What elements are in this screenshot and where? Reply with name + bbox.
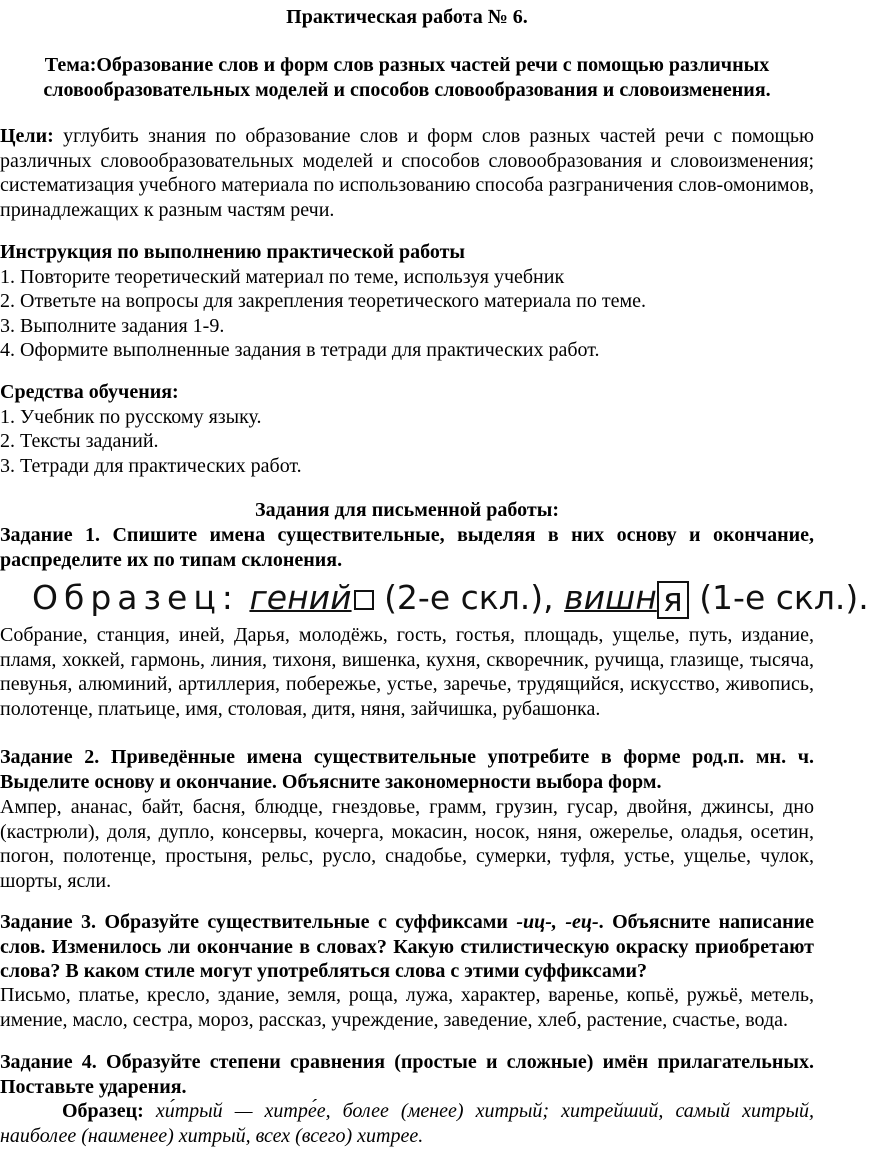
task1-words: Собрание, станция, иней, Дарья, молодёжь, гость, гостья, площадь, ущелье, путь, издание, пламя, хоккей, гармонь, линия, тихоня, вишенка, кухня, скворечник, ручища, глазище, тысяча, певунья, алюминий, артиллерия, побережье, устье, заречье, трудящийся, искусство, живопись, полотенце, платьице, имя, столовая, дитя, няня, зайчишка, рубашонка.: [0, 624, 814, 720]
task3-heading: [0, 910, 814, 984]
task4-heading: [0, 1050, 814, 1099]
sample-word-stem: вишн: [564, 578, 657, 617]
task4-line-2: Поставьте ударения.: [0, 1075, 187, 1098]
sample-note: (2-е скл.),: [384, 578, 554, 617]
instructions-heading: Инструкция по выполнению практической работы: [0, 241, 466, 263]
goals-label: Цели:: [0, 125, 54, 147]
task2-line-2: Выделите основу и окончание. Объясните закономерности выбора форм.: [0, 770, 662, 793]
task3-rest: . Объясните написание слов. Изменилось ли окончание в словах? Какую стилистическую окраску приобретают слова? В каком стиле могут употребляться слова с этими суффиксами?: [0, 911, 815, 983]
task3-words: Письмо, платье, кресло, здание, земля, роща, лужа, характер, варенье, копьё, ружьё, метель, имение, масло, сестра, мороз, рассказ, учреждение, заведение, хлеб, растение, счастье, вода.: [0, 984, 814, 1031]
task4-sample-text: хи́трый — хитре́е, более (менее) хитрый; хитрейший, самый хитрый, наиболее (наименее) хитрый, всех (всего) хитрее.: [0, 1100, 815, 1147]
theme-heading: [0, 53, 814, 102]
task1-sample: [32, 574, 869, 622]
task2-words: Ампер, ананас, байт, басня, блюдце, гнездовье, грамм, грузин, гусар, двойня, джинсы, дно (кастрюли), доля, дупло, консервы, кочерга, мокасин, носок, няня, ожерелье, оладья, осетин, погон, полотенце, простыня, рельс, русло, снадобье, сумерки, туфля, устье, ущелье, чулок, шорты, ясли.: [0, 796, 814, 892]
means-item: 3. Тетради для практических работ.: [0, 454, 302, 477]
task1-line-1: Задание 1. Спишите имена существительные, выделяя в них основу и окончание,: [0, 524, 814, 546]
instruction-item: 4. Оформите выполненные задания в тетради для практических работ.: [0, 339, 600, 362]
sample-note: (1-е скл.).: [699, 578, 869, 617]
tasks-heading: Задания для письменной работы:: [255, 499, 559, 521]
means-heading: Средства обучения:: [0, 381, 179, 403]
sample-ending-box: я: [657, 581, 689, 619]
means-section: [0, 380, 814, 478]
task3-lead: Задание 3. Образуйте существительные с суффиксами: [0, 911, 517, 933]
instruction-item: 2. Ответьте на вопросы для закрепления теоретического материала по теме.: [0, 290, 647, 313]
means-item: 2. Тексты заданий.: [0, 430, 159, 453]
instructions-section: [0, 240, 814, 363]
theme-line-1: Тема:Образование слов и форм слов разных частей речи с помощью различных: [44, 54, 770, 76]
task4-sample-label: Образец:: [62, 1100, 144, 1122]
instruction-item: 3. Выполните задания 1-9.: [0, 314, 225, 337]
task2-heading: [0, 745, 814, 794]
means-item: 1. Учебник по русскому языку.: [0, 405, 262, 428]
task1-line-2: распределите их по типам склонения.: [0, 548, 343, 571]
task3-suffixes: -иц-, -ец-: [516, 911, 599, 933]
task1-heading: [0, 523, 814, 572]
page-title: Практическая работа № 6.: [286, 6, 528, 28]
goals-text: углубить знания по образование слов и форм слов разных частей речи с помощью различных словообразовательных моделей и способов словообразования и словоизменения; систематизация учебного материала по использованию способа разграничения слов-омонимов, принадлежащих к разным частям речи.: [0, 125, 814, 221]
instruction-item: 1. Повторите теоретический материал по теме, используя учебник: [0, 265, 565, 288]
zero-ending-box-icon: [354, 590, 374, 610]
task4-line-1: Задание 4. Образуйте степени сравнения (простые и сложные) имён прилагательных.: [0, 1051, 814, 1073]
task4-sample: [0, 1099, 814, 1148]
sample-word-stem: гений: [249, 578, 352, 617]
theme-line-2: словообразовательных моделей и способов словообразования и словоизменения.: [43, 78, 771, 101]
task2-line-1: Задание 2. Приведённые имена существительные употребите в форме род.п. мн. ч.: [0, 746, 814, 768]
sample-label: Образец:: [32, 578, 239, 617]
goals-paragraph: [0, 124, 814, 222]
